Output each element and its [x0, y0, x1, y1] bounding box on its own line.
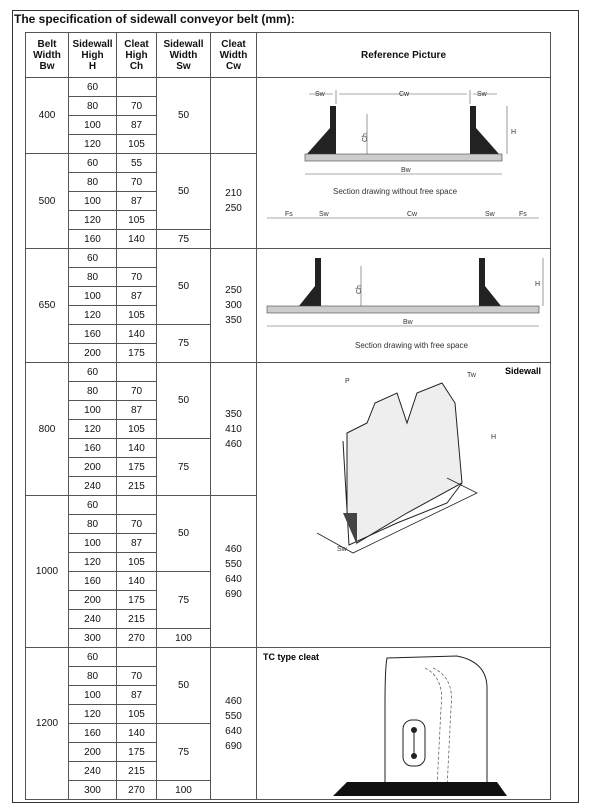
cell-cleat-high: 87 — [117, 287, 157, 306]
cell-cleat-width: 250 300 350 — [211, 249, 257, 363]
cell-sidewall-width: 50 — [157, 648, 211, 724]
cell-cleat-high: 87 — [117, 686, 157, 705]
cell-sidewall-width: 75 — [157, 724, 211, 781]
cell-sidewall-high: 160 — [69, 572, 117, 591]
cell-cleat-width — [211, 78, 257, 154]
cell-cleat-high: 105 — [117, 306, 157, 325]
cell-sidewall-high: 100 — [69, 401, 117, 420]
label-sw: Sw — [485, 210, 495, 218]
cell-cleat-high: 70 — [117, 173, 157, 192]
cell-sidewall-high: 80 — [69, 515, 117, 534]
label-cw: Cw — [399, 90, 410, 98]
picture-sidewall — [257, 363, 551, 648]
label-ch: Ch — [356, 284, 363, 294]
cell-cleat-high: 70 — [117, 382, 157, 401]
cell-cleat-high: 87 — [117, 401, 157, 420]
cell-sidewall-high: 60 — [69, 648, 117, 667]
cell-sidewall-width: 50 — [157, 363, 211, 439]
cell-cleat-high: 175 — [117, 458, 157, 477]
cell-sidewall-high: 300 — [69, 629, 117, 648]
spec-table — [25, 32, 551, 800]
cell-cleat-high: 70 — [117, 515, 157, 534]
label-ch: Ch — [362, 132, 369, 142]
cell-sidewall-high: 80 — [69, 382, 117, 401]
cell-cleat-high: 215 — [117, 762, 157, 781]
cell-cleat-high — [117, 249, 157, 268]
picture-section-no-free-space — [257, 78, 551, 249]
cell-cleat-high: 140 — [117, 724, 157, 743]
header-sidewall-high: Sidewall High H — [69, 33, 117, 78]
cell-sidewall-high: 80 — [69, 268, 117, 287]
label-tc-cleat: TC type cleat — [263, 652, 320, 662]
cell-belt-width: 1000 — [26, 496, 69, 648]
cell-cleat-high: 87 — [117, 116, 157, 135]
cell-belt-width: 650 — [26, 249, 69, 363]
cell-cleat-high: 70 — [117, 268, 157, 287]
cell-sidewall-high: 160 — [69, 724, 117, 743]
cell-sidewall-width: 50 — [157, 154, 211, 230]
cell-cleat-high: 215 — [117, 477, 157, 496]
cell-cleat-width: 460 550 640 690 — [211, 648, 257, 800]
label-sw: Sw — [315, 90, 325, 98]
cell-cleat-high: 175 — [117, 344, 157, 363]
label-bw: Bw — [403, 318, 413, 326]
cell-cleat-high: 140 — [117, 572, 157, 591]
cell-sidewall-high: 100 — [69, 534, 117, 553]
header-sidewall-width: Sidewall Width Sw — [157, 33, 211, 78]
cell-sidewall-high: 200 — [69, 591, 117, 610]
cell-sidewall-high: 160 — [69, 325, 117, 344]
cell-cleat-high: 215 — [117, 610, 157, 629]
header-reference-picture: Reference Picture — [257, 33, 551, 78]
cell-sidewall-width: 75 — [157, 325, 211, 363]
cell-sidewall-high: 300 — [69, 781, 117, 800]
label-tw: Tw — [467, 372, 476, 379]
cell-sidewall-high: 60 — [69, 363, 117, 382]
label-fs: Fs — [519, 210, 527, 218]
cell-sidewall-high: 120 — [69, 420, 117, 439]
cell-sidewall-high: 100 — [69, 686, 117, 705]
page-title: The specification of sidewall conveyor belt (mm): — [14, 12, 295, 26]
label-sw: Sw — [337, 546, 347, 553]
cell-cleat-high: 140 — [117, 439, 157, 458]
cell-cleat-high: 70 — [117, 667, 157, 686]
cell-cleat-width: 460 550 640 690 — [211, 496, 257, 648]
cell-cleat-high: 70 — [117, 97, 157, 116]
cell-cleat-high: 87 — [117, 192, 157, 211]
label-p: P — [345, 378, 350, 385]
cell-cleat-high: 270 — [117, 629, 157, 648]
cell-cleat-high: 105 — [117, 211, 157, 230]
cell-sidewall-width: 75 — [157, 572, 211, 629]
cell-cleat-high: 175 — [117, 591, 157, 610]
cell-cleat-high — [117, 363, 157, 382]
cell-cleat-width: 350 410 460 — [211, 363, 257, 496]
cell-sidewall-high: 80 — [69, 97, 117, 116]
cell-sidewall-high: 60 — [69, 78, 117, 97]
cell-belt-width: 500 — [26, 154, 69, 249]
cell-cleat-high: 105 — [117, 135, 157, 154]
cell-sidewall-width: 100 — [157, 629, 211, 648]
cell-cleat-high: 105 — [117, 705, 157, 724]
cell-sidewall-high: 120 — [69, 553, 117, 572]
label-h: H — [511, 128, 517, 136]
cell-sidewall-high: 60 — [69, 496, 117, 515]
label-h: H — [535, 280, 541, 288]
header-belt-width: Belt Width Bw — [26, 33, 69, 78]
cell-sidewall-width: 100 — [157, 781, 211, 800]
label-sw: Sw — [477, 90, 487, 98]
caption-section-free-space: Section drawing with free space — [355, 340, 468, 350]
cell-sidewall-high: 120 — [69, 705, 117, 724]
cell-sidewall-high: 100 — [69, 287, 117, 306]
cell-sidewall-high: 120 — [69, 135, 117, 154]
cell-sidewall-high: 80 — [69, 173, 117, 192]
cell-sidewall-high: 120 — [69, 211, 117, 230]
cell-belt-width: 800 — [26, 363, 69, 496]
cell-sidewall-high: 80 — [69, 667, 117, 686]
cell-cleat-high: 270 — [117, 781, 157, 800]
cell-cleat-high: 175 — [117, 743, 157, 762]
label-bw: Bw — [401, 166, 411, 174]
cell-sidewall-high: 100 — [69, 192, 117, 211]
cell-sidewall-width: 75 — [157, 439, 211, 496]
label-sw: Sw — [319, 210, 329, 218]
cell-belt-width: 400 — [26, 78, 69, 154]
cell-cleat-high — [117, 496, 157, 515]
cell-cleat-width: 210 250 — [211, 154, 257, 249]
cell-sidewall-high: 240 — [69, 477, 117, 496]
cell-sidewall-high: 60 — [69, 249, 117, 268]
cell-sidewall-high: 160 — [69, 230, 117, 249]
cell-cleat-high: 105 — [117, 553, 157, 572]
cell-cleat-high — [117, 648, 157, 667]
cell-sidewall-high: 240 — [69, 762, 117, 781]
cell-belt-width: 1200 — [26, 648, 69, 800]
cell-cleat-high: 140 — [117, 325, 157, 344]
label-cw: Cw — [407, 210, 418, 218]
cell-sidewall-high: 200 — [69, 458, 117, 477]
cell-cleat-high — [117, 78, 157, 97]
cell-sidewall-high: 100 — [69, 116, 117, 135]
cell-cleat-high: 140 — [117, 230, 157, 249]
cell-sidewall-high: 240 — [69, 610, 117, 629]
cell-sidewall-width: 50 — [157, 249, 211, 325]
picture-tc-cleat — [257, 648, 551, 800]
cell-sidewall-high: 60 — [69, 154, 117, 173]
cell-cleat-high: 105 — [117, 420, 157, 439]
cell-sidewall-high: 160 — [69, 439, 117, 458]
header-cleat-width: Cleat Width Cw — [211, 33, 257, 78]
cell-sidewall-width: 50 — [157, 78, 211, 154]
cell-cleat-high: 55 — [117, 154, 157, 173]
label-fs: Fs — [285, 210, 293, 218]
cell-sidewall-width: 75 — [157, 230, 211, 249]
label-h: H — [491, 434, 497, 441]
picture-section-free-space — [257, 249, 551, 363]
cell-sidewall-high: 120 — [69, 306, 117, 325]
cell-cleat-high: 87 — [117, 534, 157, 553]
header-cleat-high: Cleat High Ch — [117, 33, 157, 78]
cell-sidewall-high: 200 — [69, 743, 117, 762]
caption-section-no-free-space: Section drawing without free space — [333, 186, 458, 196]
label-sidewall: Sidewall — [505, 366, 542, 376]
cell-sidewall-high: 200 — [69, 344, 117, 363]
cell-sidewall-width: 50 — [157, 496, 211, 572]
